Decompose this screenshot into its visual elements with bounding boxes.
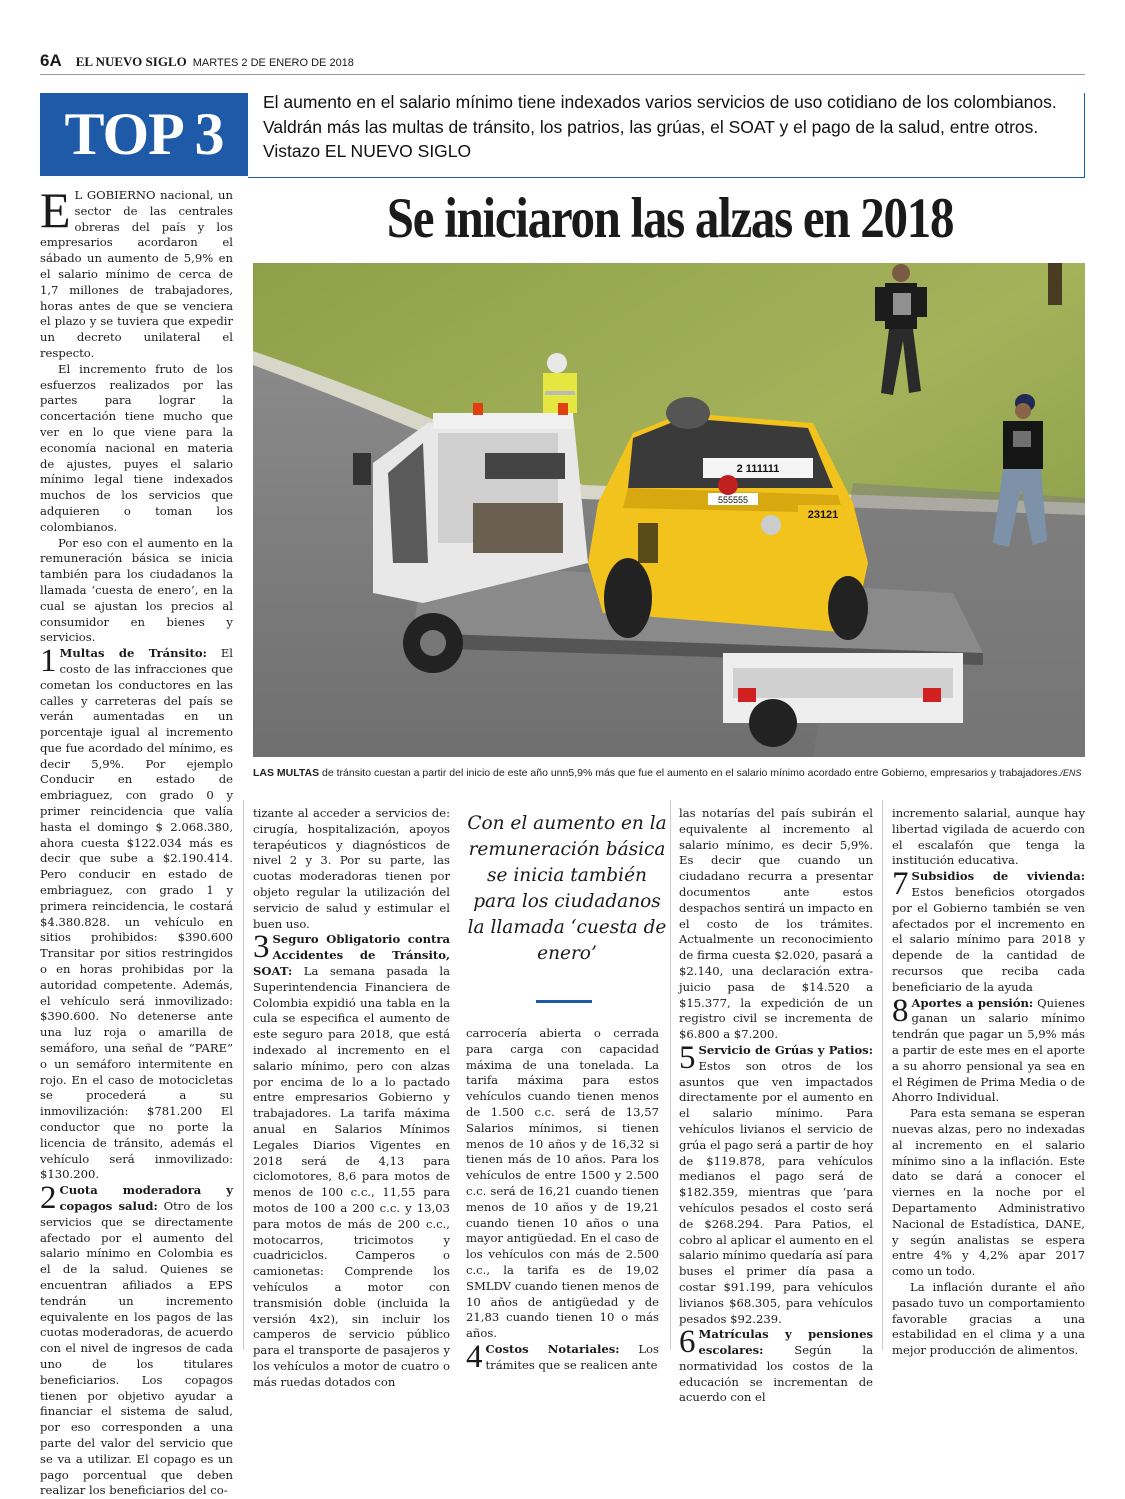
column-rule [882, 800, 883, 1350]
photo-credit: /ENS [1060, 768, 1082, 778]
section-badge: TOP 3 [40, 93, 248, 176]
item-number: 1 [40, 643, 57, 680]
list-item: 8 Aportes a pensión: Quienes ganan un salario mínimo tendrán que pagar un 5,9% más a partir de este mes en el aporte a su ahorro pensional ya sea en el Régimen de Prima Media o de Ahorro Individual. [892, 992, 1085, 1105]
headline: Se iniciaron las alzas en 2018 [386, 187, 954, 250]
article-paragraph: las notarías del país subirán el equivalente al incremento al salario mínimo, es decir 5,9%. Es decir que cuando un ciudadano recurra a presentar documentos ante estos despachos sentirá un impacto en el costo de los trámites. Actualmente un reconocimiento de firma cuesta $2.020, pasará a $2.140, una declaración extra-juicio pasa de $14.520 a $15.377, la expedición de un registro civil se incrementa de $6.800 a $7.200. [679, 806, 873, 1042]
item-number: 4 [466, 1338, 483, 1375]
item-number: 3 [253, 929, 270, 966]
pull-quote: Con el aumento en la remuneración básica se inicia también para los ciudadanos la llamada ‘cuesta de enero’ [467, 813, 667, 964]
photo-caption [253, 766, 1085, 780]
list-item: 1 Multas de Tránsito: El costo de las infracciones que cometan los conductores en las calles y carreteras del país se verán aumentadas en un porcentaje igual al incremento que fue acordado del mínimo, es decir 5,9%. Por ejemplo Conducir en estado de embriaguez, con grado 0 y primer reincidencia que valía hasta el domingo $ 2.068.380, ahora cuesta $122.034 más es decir que sube a $2.190.414. Pero conducir en estado de embriaguez, con grado 1 y primera reincidencia, le costará $4.380.828. un vehículo en sitios prohibidos: $390.600 Transitar por sitios restringidos o en horas prohibidas por la autoridad competente. Además, el vehículo será inmovilizado: $390.600. No detenerse ante una luz roja o amarilla de semáforo, una señal de “PARE” o un semáforo intermitente en rojo. En el caso de motocicletas se procederá a su inmovilización: $781.200 El conductor que no porte la licencia de tránsito, además el vehículo será inmovilizado: $130.200. [40, 643, 233, 1182]
list-item: 2 Cuota moderadora y copagos salud: Otro de los servicios que se directamente afectado por el aumento del salario mínimo en Colombia es el de la salud. Quienes se encuentran afiliados a EPS tendrán un incremento equivalente en los pagos de las cuotas moderadoras, de acuerdo con el nivel de ingresos de cada uno de los titulares beneficiarios. Los copagos tienen por objetivo ayudar a financiar el sistema de salud, por eso corresponden a una parte del valor del servicio que se va a utilizar. El copago es un pago porcentual que deben realizar los beneficiarios del co- [40, 1180, 233, 1498]
list-item: 6 Matrículas y pensiones escolares: Según la normatividad los costos de la educación se incrementan de acuerdo con el [679, 1324, 873, 1405]
article-paragraph: E L GOBIERNO nacional, un sector de las centrales obreras del país y los empresarios acordaron el sábado un aumento de 5,9% en el salario mínimo de cerca de 1,7 millones de trabajadores, horas antes de que se venciera el plazo y se tuviera que expedir un decreto unilateral el respecto. [40, 182, 233, 360]
article-paragraph: El incremento fruto de los esfuerzos realizados por las partes para lograr la concertación tiene mucho que ver en lo que viene para la economía nacional en materia de ajustes, puyes el salario mínimo legal tiene indexados muchos de los servicios que adquieren o toman los colombianos. [40, 361, 233, 534]
item-number: 5 [679, 1039, 696, 1076]
article-paragraph: incremento salarial, aunque hay libertad vigilada de acuerdo con el escalafón que tenga la institución educativa. [892, 806, 1085, 868]
article-column-1 [40, 182, 233, 1499]
item-number: 2 [40, 1180, 57, 1217]
list-item: 3 Seguro Obligatorio contra Accidentes de Tránsito, SOAT: La semana pasada la Superintendencia Financiera de Colombia expidió una tabla en la cula se especifica el aumento de este seguro para 2018, que está indexado al incremento en el salario mínimo, pero con alzas por encima de lo a lo pactado entre empresarios Gobierno y trabajadores. La tarifa máxima anual en Salarios Mínimos Legales Diarios Vigentes en 2018 será de 4,13 para ciclomotores, 8,6 para motos de menos de 100 c.c., 11,55 para motos de 100 a 200 c.c. y 13,03 para motos de más de 200 c.c., motocarros, tricimotos y cuadriciclos. Camperos o camionetas: Comprende los vehículos a motor con transmisión doble (incluida la versión 4x2), sin incluir los camperos de servicio público para el transporte de pasajeros y los vehículos a motor de cuatro o más ruedas dotados con [253, 929, 450, 1389]
article-paragraph: Por eso con el aumento en la remuneración básica se inicia también para los ciudadanos la llamada ‘cuesta de enero’, en la cual se ajustan los precios al consumidor en bienes y servicios. [40, 535, 233, 645]
item-heading: Servicio de Grúas y Patios: [698, 1042, 873, 1057]
item-heading: Cuota moderadora y copagos salud: [59, 1183, 233, 1213]
list-item: 4 Costos Notariales: Los trámites que se realicen ante [466, 1338, 659, 1375]
article-column-3 [466, 1026, 659, 1374]
issue-date: MARTES 2 DE ENERO DE 2018 [192, 57, 354, 69]
column-rule [670, 800, 671, 1350]
article-paragraph: carrocería abierta o cerrada para carga con capacidad máxima de una tonelada. La tarifa máxima para estos vehículos cuando tienen menos de 1.500 c.c. será de 13,57 Salarios mínimos, si tienen menos de 10 años y de 16,32 si tienen más de 10 años. Para los vehículos de entre 1500 y 2.500 c.c. será de 16,21 cuando tienen menos de 10 años y de 19,21 cuando tienen 10 años o una mayor antigüedad. En el caso de los vehículos con más de 2.500 c.c., la tarifa es de 19,02 SMLDV cuando tienen menos de 10 años de antigüedad y de 21,83 cuando tienen 10 o más años. [466, 1026, 659, 1341]
taxi-sign-text: 2 111111 [736, 463, 780, 475]
drop-cap: E [40, 182, 71, 238]
item-heading: Seguro Obligatorio contra Accidentes de Tránsito, SOAT: [253, 932, 450, 978]
taxi-plate-text: 555555 [717, 495, 749, 505]
article-paragraph: tizante al acceder a servicios de: cirugía, hospitalización, apoyos terapéuticos y diagnósticos de nivel 2 y 3. Por su parte, las cuotas moderadoras tienen por objeto regular la utilización del servicio de salud y estimular el buen uso. [253, 806, 450, 931]
page-number: 6A [40, 51, 62, 70]
article-column-2 [253, 806, 450, 1390]
item-number: 8 [892, 992, 909, 1029]
item-heading: Matrículas y pensiones escolares: [698, 1327, 873, 1358]
item-number: 7 [892, 866, 909, 903]
folio [40, 50, 1085, 75]
article-paragraph: La inflación durante el año pasado tuvo un comportamiento favorable gracias a una estabilidad en el clima y a una mejor producción de alimentos. [892, 1279, 1085, 1358]
pull-quote-rule [536, 1000, 592, 1003]
publication-name: EL NUEVO SIGLO [75, 54, 187, 69]
tow-truck-photo [253, 263, 1085, 757]
list-item: 5 Servicio de Grúas y Patios: Estos son otros de los asuntos que ven impactados directamente por el aumento en el salario mínimo. Para vehículos livianos el servicio de grúa el pago será a partir de hoy de $119.878, para vehículos medianos el pago será de $182.359, mientras que ‘para vehículos pesados el costo será de $268.294. Para Patios, el cobro al aplicar el aumento en el salario mínimo quedaría así para buses el primer día pasa a costar $91.199, para vehículos livianos $68.305, para vehículos pesados $92.239. [679, 1039, 873, 1326]
list-item: 7 Subsidios de vivienda: Estos beneficios otorgados por el Gobierno también se ven afectados por el incremento en el salario mínimo para 2018 y depende de la cantidad de recursos que reciba cada beneficiario de la ayuda [892, 866, 1085, 994]
item-heading: Aportes a pensión: [911, 995, 1034, 1010]
item-heading: Costos Notariales: [485, 1341, 620, 1356]
item-heading: Multas de Tránsito: [59, 646, 207, 661]
item-heading: Subsidios de vivienda: [911, 869, 1085, 884]
column-rule [243, 800, 244, 1350]
taxi-number-text: 23121 [807, 509, 839, 521]
caption-lead: LAS MULTAS [253, 767, 320, 779]
lead-text: El aumento en el salario mínimo tiene indexados varios servicios de uso cotidiano de los colombianos. Valdrán más las multas de tránsito, los patrios, las grúas, el SOAT y el pago de la salud, entre otros. Vistazo EL NUEVO SIGLO [263, 92, 1057, 161]
article-paragraph: Para esta semana se esperan nuevas alzas, pero no indexadas al incremento en el salario mínimo sino a la inflación. Este dato se dará a conocer el viernes en la noche por el Departamento Administrativo Nacional de Estadística, DANE, y según analistas se espera entre 4% y 4,2% apar 2017 como un todo. [892, 1106, 1085, 1279]
main-photo [253, 263, 1085, 757]
article-column-4 [679, 806, 873, 1406]
caption-text: de tránsito cuestan a partir del inicio de este año unn5,9% más que fue el aumento en el salario mínimo acordado entre Gobierno, empresarios y trabajadores. [319, 767, 1061, 779]
item-number: 6 [679, 1324, 696, 1361]
article-column-5 [892, 806, 1085, 1359]
